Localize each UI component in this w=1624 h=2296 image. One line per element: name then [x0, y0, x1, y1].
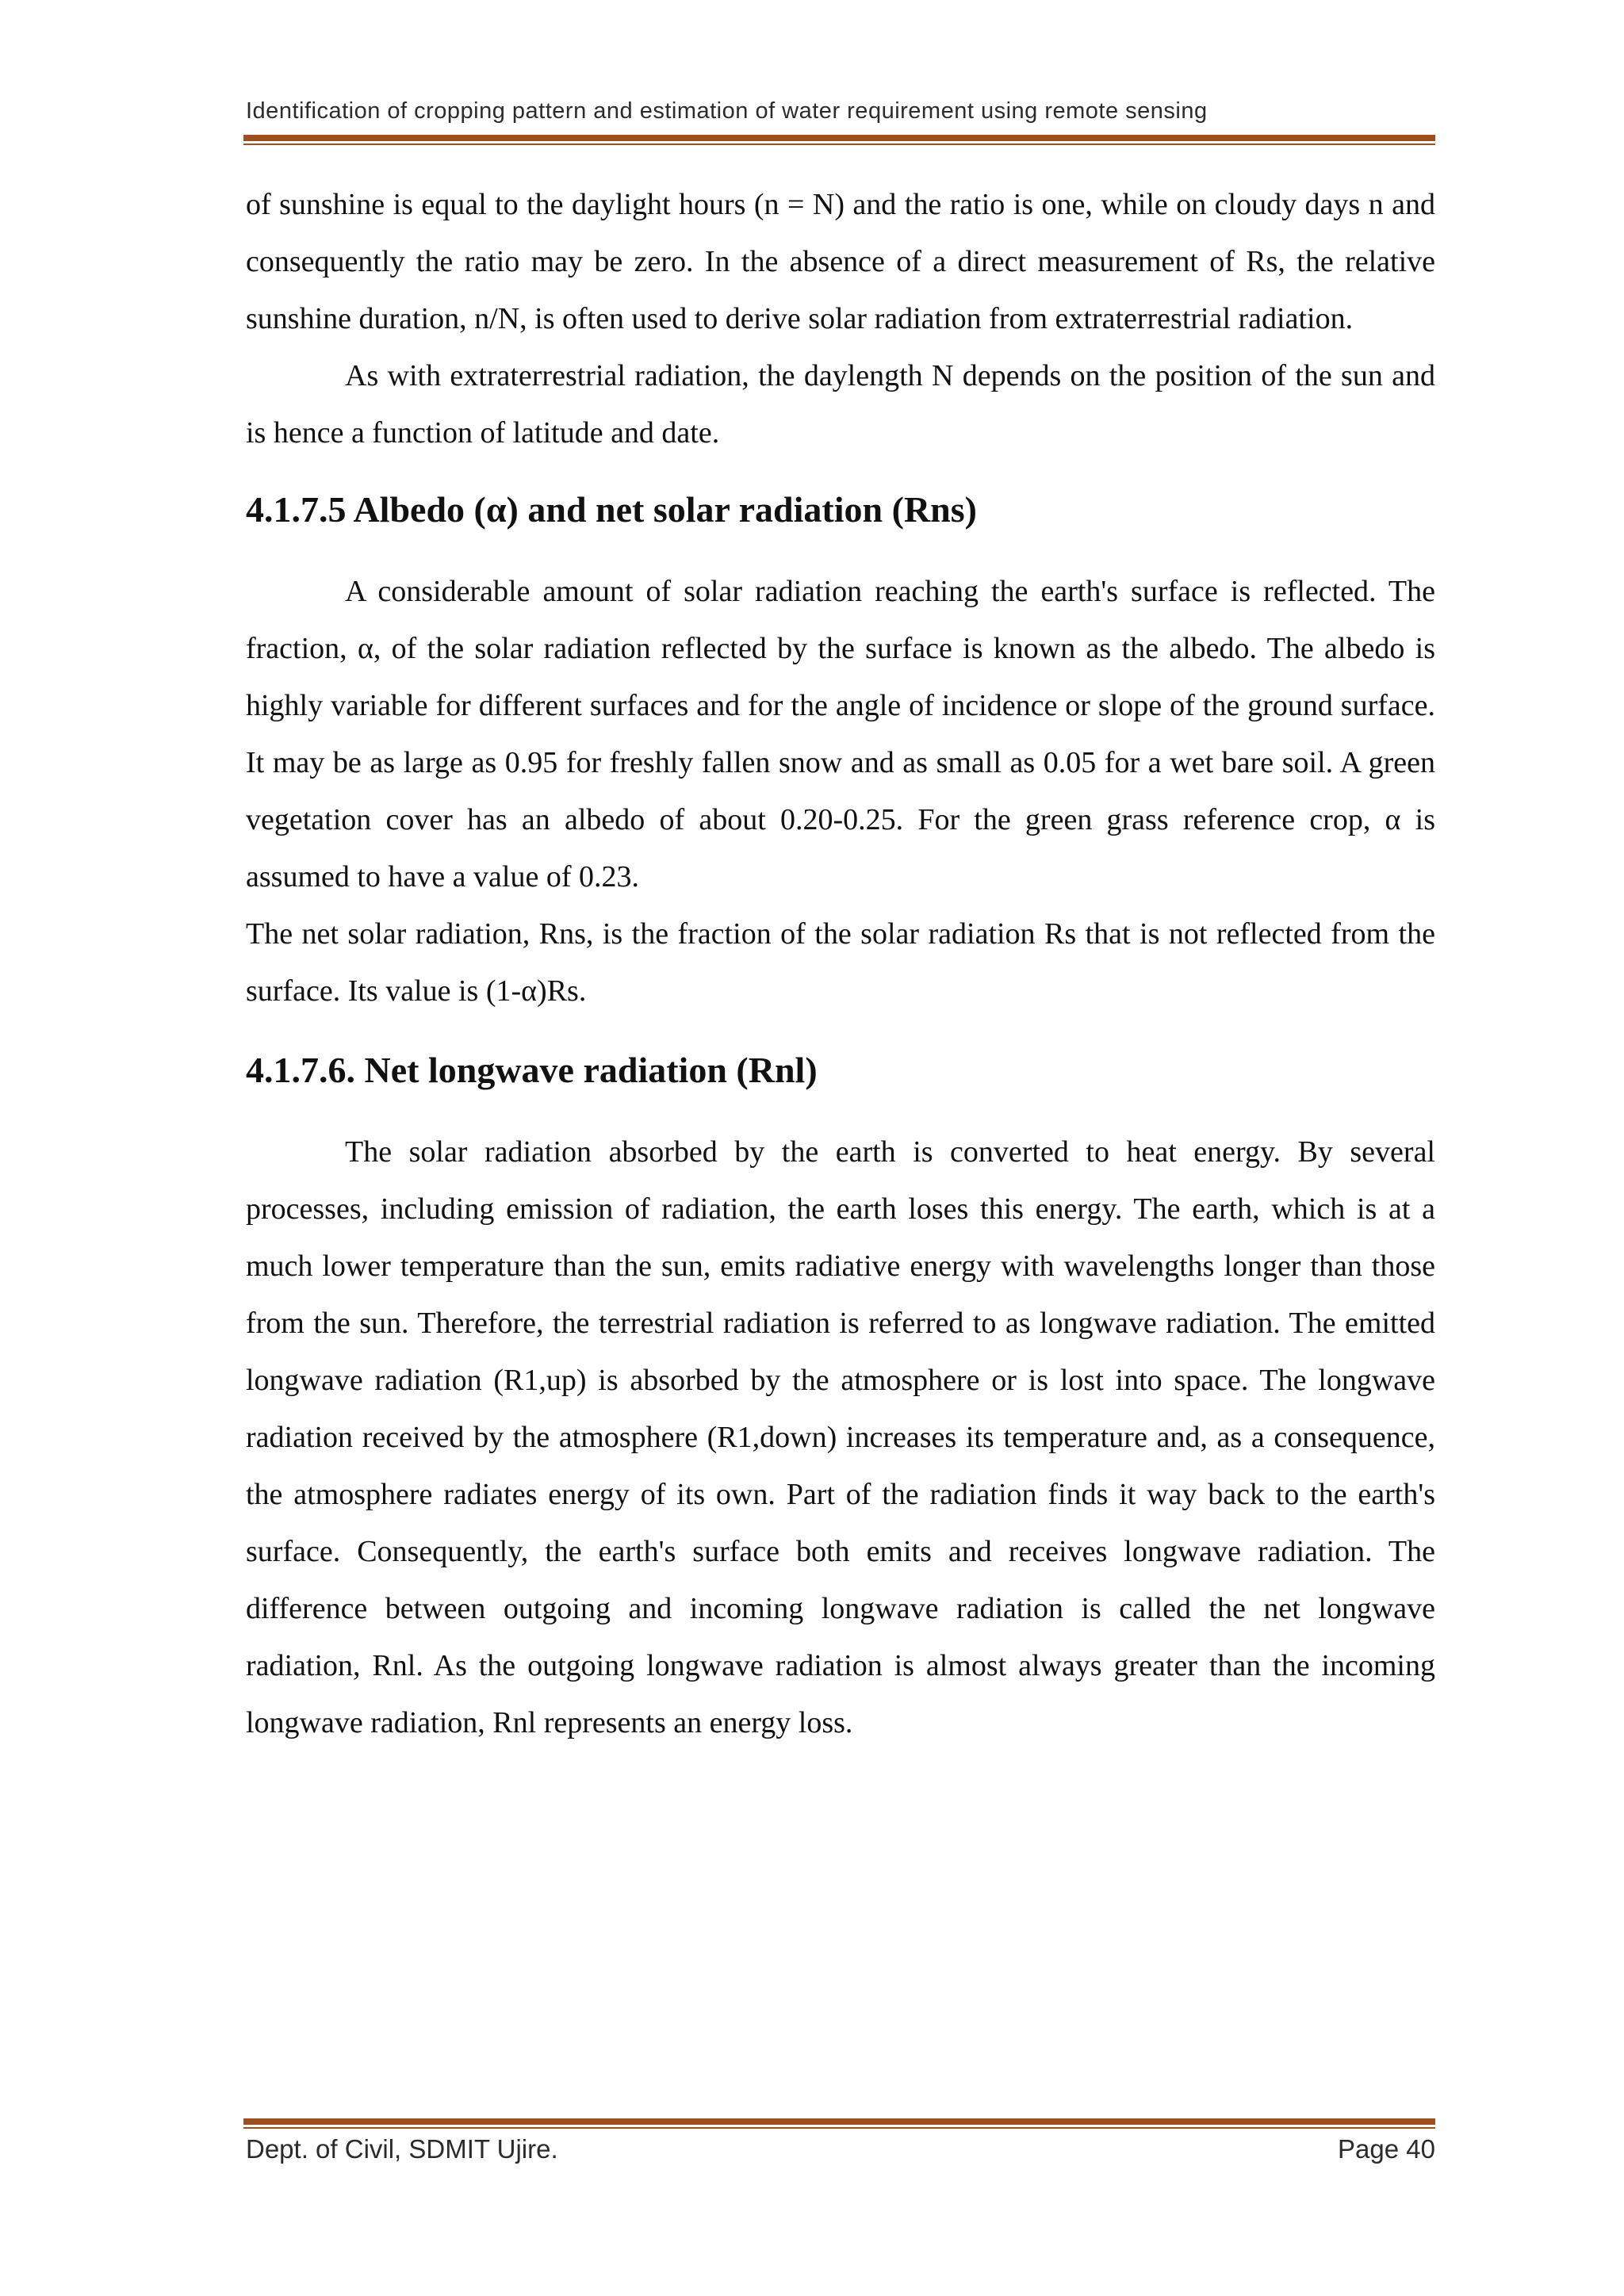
- section-heading-albedo: 4.1.7.5 Albedo (α) and net solar radiation (Rns): [246, 489, 977, 530]
- paragraph-sunshine-ratio: of sunshine is equal to the daylight hours (n = N) and the ratio is one, while on cloudy days n and consequently the ratio may be zero. In the absence of a direct measurement of Rs, the relative sunshine duration, n/N, is often used to derive solar radiation from extraterrestrial radiation.: [246, 188, 1435, 335]
- footer-rule-thick: [243, 2118, 1435, 2125]
- footer-department: Dept. of Civil, SDMIT Ujire.: [246, 2134, 558, 2164]
- section-heading-net-longwave: 4.1.7.6. Net longwave radiation (Rnl): [246, 1050, 818, 1090]
- header-rule-thick: [243, 135, 1435, 141]
- running-header-title: Identification of cropping pattern and estimation of water requirement using remote sensing: [246, 98, 1208, 124]
- header-rule-thin: [243, 144, 1435, 145]
- paragraph-albedo: A considerable amount of solar radiation reaching the earth's surface is reflected. The fraction, α, of the solar radiation reflected by the surface is known as the albedo. The albedo is highly variable for different surfaces and for the angle of incidence or slope of the ground surface. It may be as large as 0.95 for freshly fallen snow and as small as 0.05 for a wet bare soil. A green vegetation cover has an albedo of about 0.20-0.25. For the green grass reference crop, α is assumed to have a value of 0.23.: [246, 575, 1435, 894]
- paragraph-daylength: As with extraterrestrial radiation, the daylength N depends on the position of the sun and is hence a function of latitude and date.: [246, 359, 1435, 450]
- footer-rule-thin: [243, 2127, 1435, 2129]
- paragraph-longwave-radiation: The solar radiation absorbed by the earth is converted to heat energy. By several processes, including emission of radiation, the earth loses this energy. The earth, which is at a much lower temperature than the sun, emits radiative energy with wavelengths longer than those from the sun. Therefore, the terrestrial radiation is referred to as longwave radiation. The emitted longwave radiation (R1,up) is absorbed by the atmosphere or is lost into space. The longwave radiation received by the atmosphere (R1,down) increases its temperature and, as a consequence, the atmosphere radiates energy of its own. Part of the radiation finds it way back to the earth's surface. Consequently, the earth's surface both emits and receives longwave radiation. The difference between outgoing and incoming longwave radiation is called the net longwave radiation, Rnl. As the outgoing longwave radiation is almost always greater than the incoming longwave radiation, Rnl represents an energy loss.: [246, 1135, 1435, 1739]
- paragraph-net-solar-radiation: The net solar radiation, Rns, is the fraction of the solar radiation Rs that is not reflected from the surface. Its value is (1-α)Rs.: [246, 917, 1435, 1008]
- page-body: [246, 176, 1435, 1751]
- footer-page-number: Page 40: [1338, 2134, 1435, 2164]
